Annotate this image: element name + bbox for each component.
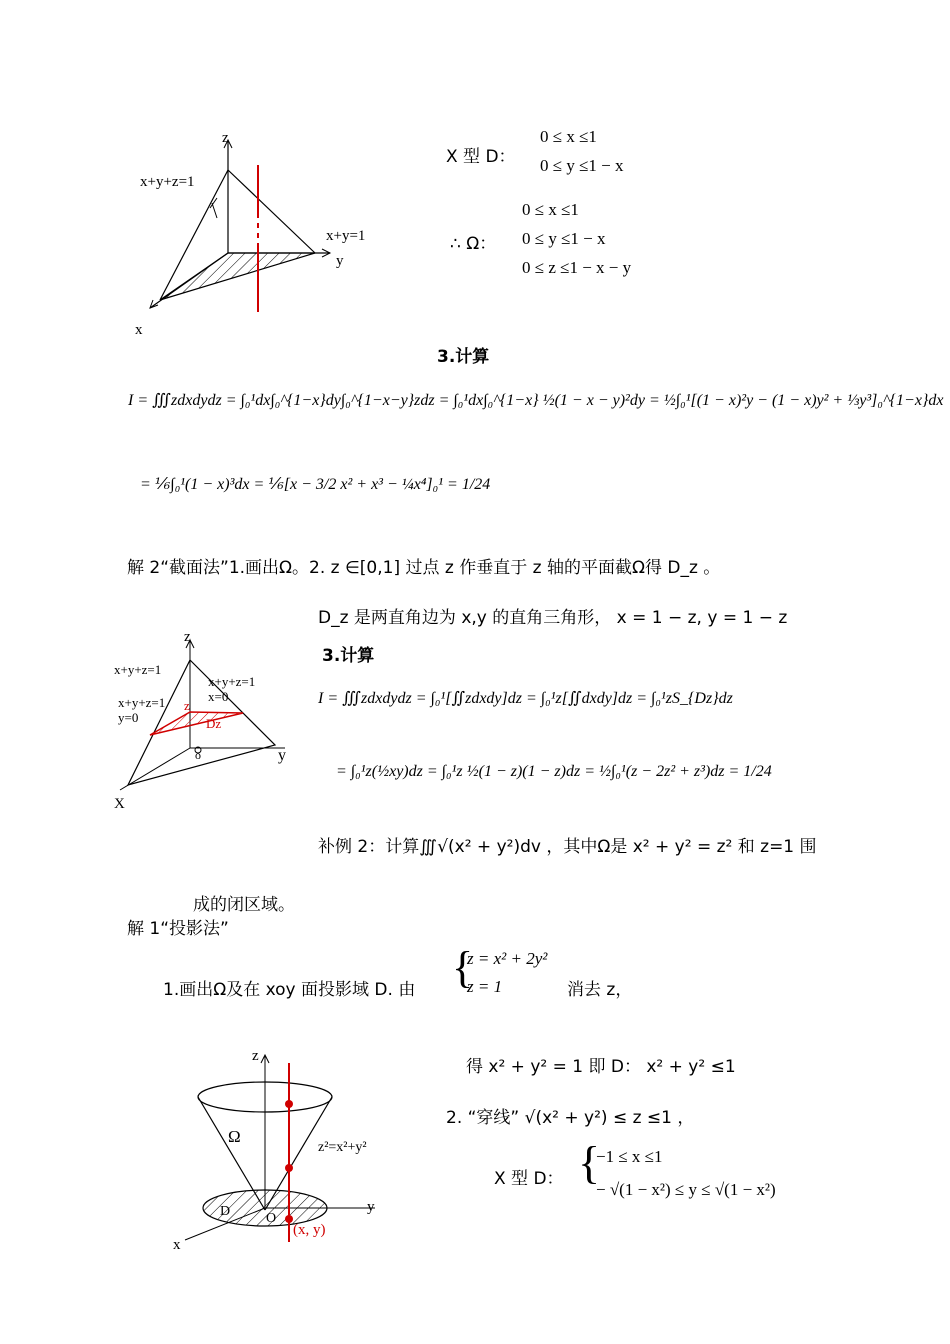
omega1-row1: 0 ≤ x ≤1 bbox=[522, 200, 579, 219]
integral-eq1: I = ∭zdxdydz = ∫₀¹dx∫₀^{1−x}dy∫₀^{1−x−y}zdz = ∫₀¹dx∫₀^{1−x} ½(1 − x − y)²dy = ½∫₀¹[(1 − x)²y − (1 − x)y² + ⅓y³]₀^{1−x}dx bbox=[128, 392, 944, 409]
fig3-y-label: y bbox=[367, 1199, 375, 1215]
example2-line1: 补例 2：计算∭√(x² + y²)dv ，其中Ω是 x² + y² = z² 和 z=1 围 bbox=[318, 837, 817, 857]
fig2-x-label: X bbox=[114, 796, 125, 812]
brace-a: { bbox=[452, 943, 474, 992]
fig2-sys2b: y=0 bbox=[118, 710, 139, 725]
cone-figure bbox=[160, 1045, 390, 1255]
section-eq1: I = ∭zdxdydz = ∫₀¹[∬zdxdy]dz = ∫₀¹z[∬dxdy]dz = ∫₀¹zS_{Dz}dz bbox=[318, 690, 733, 707]
fig3-o-label: O bbox=[266, 1211, 277, 1226]
fig2-sys1b: x=0 bbox=[208, 689, 229, 704]
fig2-o-label: o bbox=[195, 748, 201, 762]
tetrahedron-figure bbox=[125, 128, 395, 343]
step1-text: 1.画出Ω及在 xoy 面投影域 D. 由 bbox=[163, 980, 416, 1000]
fig1-line-label: x+y=1 bbox=[326, 228, 366, 244]
xtype1-row1: 0 ≤ x ≤1 bbox=[540, 127, 597, 146]
dz-description: D_z 是两直角边为 x,y 的直角三角形， x = 1 − z, y = 1 − z bbox=[318, 608, 788, 628]
omega1-label: ∴ Ω： bbox=[450, 234, 497, 254]
solution2-intro: 解 2“截面法”1.画出Ω。2. z ∈[0,1] 过点 z 作垂直于 z 轴的平面截Ω得 D_z 。 bbox=[127, 558, 721, 578]
fig2-zlabel: z bbox=[184, 698, 190, 713]
fig2-plane-label: x+y+z=1 bbox=[114, 662, 162, 677]
example2-line2: 成的闭区域。 bbox=[193, 895, 295, 915]
solution1-heading: 解 1“投影法” bbox=[127, 919, 229, 939]
fig3-x-label: x bbox=[173, 1237, 181, 1253]
xtype2-label: X 型 D： bbox=[494, 1169, 564, 1189]
fig2-y-label: y bbox=[278, 747, 286, 764]
xtype2-row2: − √(1 − x²) ≤ y ≤ √(1 − x²) bbox=[596, 1180, 776, 1199]
fig2-sys2a: x+y+z=1 bbox=[118, 695, 166, 710]
step3-heading-b: 3.计算 bbox=[322, 646, 375, 666]
fig3-z-label: z bbox=[252, 1048, 259, 1064]
fig3-point-label: (x, y) bbox=[293, 1222, 326, 1238]
integral-eq2: = ⅙∫₀¹(1 − x)³dx = ⅙[x − 3/2 x² + x³ − ¼x⁴]₀¹ = 1/24 bbox=[140, 476, 491, 493]
cross-section-figure bbox=[108, 628, 308, 816]
fig3-surface-label: z²=x²+y² bbox=[318, 1140, 367, 1155]
eliminate-z: 消去 z， bbox=[567, 980, 633, 1000]
fig3-d-label: D bbox=[220, 1204, 231, 1219]
cross-line-step: 2. “穿线” √(x² + y²) ≤ z ≤1 ， bbox=[446, 1108, 695, 1128]
fig2-sys1a: x+y+z=1 bbox=[208, 674, 256, 689]
step3-heading-a: 3.计算 bbox=[437, 347, 490, 367]
fig2-dz-label: Dz bbox=[206, 716, 222, 731]
fig1-y-label: y bbox=[336, 253, 344, 269]
section-eq2: = ∫₀¹z(½xy)dz = ∫₀¹z ½(1 − z)(1 − z)dz = ½∫₀¹(z − 2z² + z³)dz = 1/24 bbox=[336, 763, 772, 780]
system-eq1: z = x² + 2y² bbox=[467, 949, 548, 968]
fig2-z-label: z bbox=[184, 629, 191, 645]
fig1-plane-label: x+y+z=1 bbox=[140, 174, 195, 190]
system-eq2: z = 1 bbox=[467, 977, 503, 996]
xtype2-row1: −1 ≤ x ≤1 bbox=[596, 1147, 663, 1166]
omega1-row3: 0 ≤ z ≤1 − x − y bbox=[522, 258, 632, 277]
omega1-row2: 0 ≤ y ≤1 − x bbox=[522, 229, 606, 248]
xtype1-row2: 0 ≤ y ≤1 − x bbox=[540, 156, 624, 175]
fig1-x-label: x bbox=[135, 322, 143, 338]
xtype1-label: X 型 D： bbox=[446, 147, 516, 167]
fig1-z-label: z bbox=[222, 130, 229, 146]
projection-result: 得 x² + y² = 1 即 D： x² + y² ≤1 bbox=[466, 1057, 736, 1077]
fig3-omega-label: Ω bbox=[228, 1127, 241, 1146]
brace-b: { bbox=[578, 1137, 601, 1188]
